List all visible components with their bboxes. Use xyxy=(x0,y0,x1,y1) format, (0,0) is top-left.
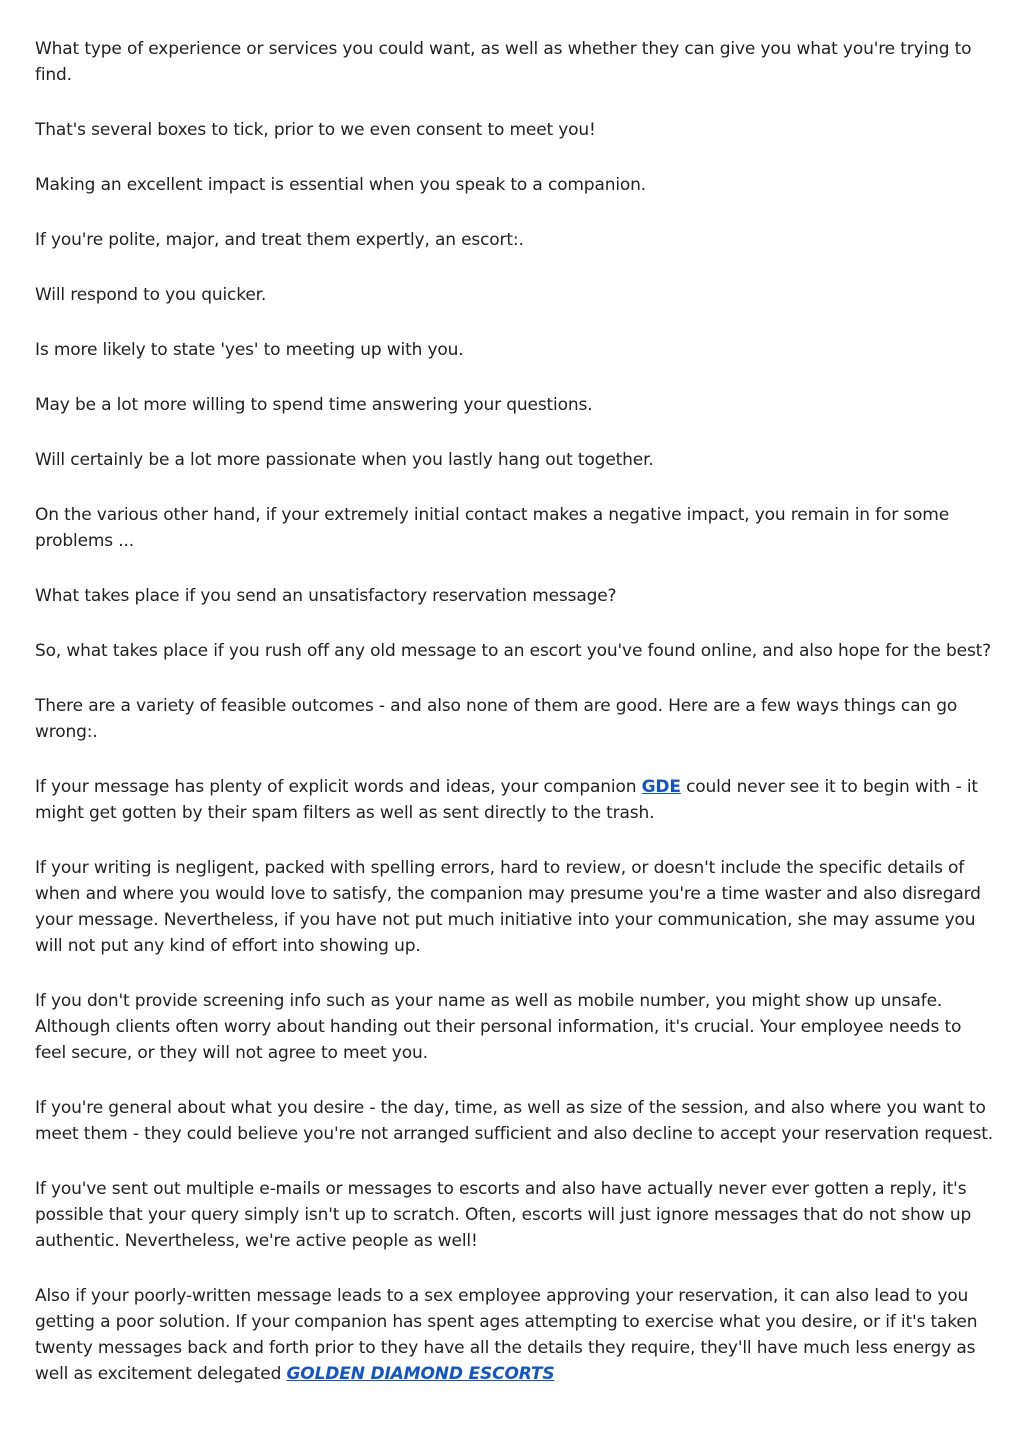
gde-link[interactable]: GDE xyxy=(641,777,681,797)
golden-diamond-escorts-link[interactable]: GOLDEN DIAMOND ESCORTS xyxy=(286,1364,555,1384)
paragraph: That's several boxes to tick, prior to we even consent to meet you! xyxy=(35,120,596,140)
paragraph-text-before: If your message has plenty of explicit words and ideas, your companion xyxy=(35,777,642,797)
paragraph: There are a variety of feasible outcomes - and also none of them are good. Here are a few ways things can go wrong:. xyxy=(35,696,958,742)
paragraph: Making an excellent impact is essential when you speak to a companion. xyxy=(35,175,647,195)
paragraph: Will certainly be a lot more passionate when you lastly hang out together. xyxy=(35,450,654,470)
document-body xyxy=(35,36,995,1416)
paragraph: On the various other hand, if your extremely initial contact makes a negative impact, you remain in for some problems ... xyxy=(35,505,950,551)
paragraph: If you're polite, major, and treat them expertly, an escort:. xyxy=(35,230,524,250)
paragraph-text-after: could never see it to begin with - it might get gotten by their spam filters as well as sent directly to the trash. xyxy=(35,777,978,823)
paragraph: If you've sent out multiple e-mails or messages to escorts and also have actually never ever gotten a reply, it's possible that your query simply isn't up to scratch. Often, escorts will just ignore messages that do not show up authentic. Nevertheless, we're active people as well! xyxy=(35,1179,972,1251)
paragraph: If you don't provide screening info such as your name as well as mobile number, you might show up unsafe. Although clients often worry about handing out their personal information, it's crucial. Your employee needs to feel secure, or they will not agree to meet you. xyxy=(35,991,962,1063)
paragraph: If your writing is negligent, packed with spelling errors, hard to review, or doesn't include the specific details of when and where you would love to satisfy, the companion may presume you're a time waster and also disregard your message. Nevertheless, if you have not put much initiative into your communication, she may assume you will not put any kind of effort into showing up. xyxy=(35,858,981,956)
paragraph: Will respond to you quicker. xyxy=(35,285,267,305)
paragraph: What takes place if you send an unsatisfactory reservation message? xyxy=(35,586,617,606)
paragraph-with-link xyxy=(35,1283,995,1387)
paragraph: If you're general about what you desire - the day, time, as well as size of the session, and also where you want to meet them - they could believe you're not arranged sufficient and also decline to accept your reservation request. xyxy=(35,1098,994,1144)
paragraph: So, what takes place if you rush off any old message to an escort you've found online, and also hope for the best? xyxy=(35,641,992,661)
paragraph: What type of experience or services you could want, as well as whether they can give you what you're trying to find. xyxy=(35,39,972,85)
paragraph-with-link xyxy=(35,774,995,826)
paragraph: Is more likely to state 'yes' to meeting up with you. xyxy=(35,340,464,360)
paragraph-text-before: Also if your poorly-written message leads to a sex employee approving your reservation, it can also lead to you getting a poor solution. If your companion has spent ages attempting to exercise what you desire, or if it's taken twenty messages back and forth prior to they have all the details they require, they'll have much less energy as well as excitement delegated xyxy=(35,1286,978,1384)
paragraph: May be a lot more willing to spend time answering your questions. xyxy=(35,395,593,415)
